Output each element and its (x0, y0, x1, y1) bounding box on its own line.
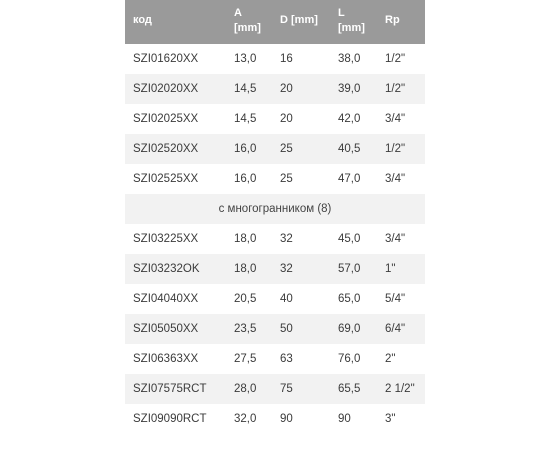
cell-rp: 5/4" (385, 293, 406, 305)
section-row (125, 194, 425, 224)
cell-rp: 3/4" (385, 113, 406, 125)
cell-a: 32,0 (234, 413, 257, 425)
table-row (125, 374, 425, 404)
cell-code: SZI09090RCT (133, 413, 207, 425)
table-row (125, 314, 425, 344)
cell-rp: 2" (385, 353, 396, 365)
cell-a: 28,0 (234, 383, 257, 395)
cell-code: SZI02025XX (133, 113, 199, 125)
cell-d: 25 (280, 173, 293, 185)
cell-l: 45,0 (338, 233, 361, 245)
cell-rp: 2 1/2" (385, 383, 415, 395)
cell-code: SZI01620XX (133, 53, 199, 65)
cell-rp: 6/4" (385, 323, 406, 335)
header-rp: Rp (385, 14, 400, 26)
cell-a: 18,0 (234, 233, 257, 245)
cell-d: 75 (280, 383, 293, 395)
header-l-unit: [mm] (338, 22, 365, 34)
cell-l: 90 (338, 413, 351, 425)
cell-l: 76,0 (338, 353, 361, 365)
table-row (125, 74, 425, 104)
table-row (125, 104, 425, 134)
cell-a: 23,5 (234, 323, 257, 335)
cell-d: 32 (280, 233, 293, 245)
cell-l: 65,0 (338, 293, 361, 305)
header-a (226, 0, 272, 44)
cell-code: SZI02525XX (133, 173, 199, 185)
header-l (330, 0, 377, 44)
product-spec-table (125, 0, 425, 434)
cell-l: 69,0 (338, 323, 361, 335)
cell-code: SZI02520XX (133, 143, 199, 155)
cell-l: 47,0 (338, 173, 361, 185)
cell-d: 20 (280, 83, 293, 95)
cell-d: 40 (280, 293, 293, 305)
cell-l: 38,0 (338, 53, 361, 65)
cell-d: 16 (280, 53, 293, 65)
table-header-row (125, 0, 425, 44)
cell-l: 42,0 (338, 113, 361, 125)
cell-rp: 1/2" (385, 83, 406, 95)
cell-a: 14,5 (234, 83, 257, 95)
cell-d: 63 (280, 353, 293, 365)
section-label: с многогранником (8) (218, 203, 332, 215)
cell-d: 50 (280, 323, 293, 335)
cell-rp: 1/2" (385, 53, 406, 65)
header-d: D [mm] (280, 14, 318, 26)
table-row (125, 344, 425, 374)
cell-l: 57,0 (338, 263, 361, 275)
cell-d: 32 (280, 263, 293, 275)
cell-a: 16,0 (234, 173, 257, 185)
table-row (125, 164, 425, 194)
cell-rp: 3/4" (385, 233, 406, 245)
cell-l: 65,5 (338, 383, 361, 395)
cell-code: SZI02020XX (133, 83, 199, 95)
header-a-label: A (234, 7, 242, 19)
table-row (125, 284, 425, 314)
cell-l: 40,5 (338, 143, 361, 155)
cell-rp: 3/4" (385, 173, 406, 185)
cell-d: 25 (280, 143, 293, 155)
cell-code: SZI03232OK (133, 263, 200, 275)
cell-d: 90 (280, 413, 293, 425)
cell-a: 16,0 (234, 143, 257, 155)
cell-rp: 3" (385, 413, 396, 425)
cell-l: 39,0 (338, 83, 361, 95)
header-code: код (133, 14, 152, 26)
header-a-unit: [mm] (234, 22, 261, 34)
cell-code: SZI07575RCT (133, 383, 207, 395)
product-spec-table-container (125, 0, 425, 450)
cell-a: 20,5 (234, 293, 257, 305)
cell-d: 20 (280, 113, 293, 125)
table-row (125, 224, 425, 254)
cell-code: SZI03225XX (133, 233, 199, 245)
table-row (125, 404, 425, 434)
table-row (125, 44, 425, 74)
cell-code: SZI04040XX (133, 293, 199, 305)
table-row (125, 134, 425, 164)
cell-rp: 1" (385, 263, 396, 275)
table-row (125, 254, 425, 284)
cell-a: 13,0 (234, 53, 257, 65)
cell-code: SZI05050XX (133, 323, 199, 335)
cell-a: 27,5 (234, 353, 257, 365)
header-l-label: L (338, 7, 345, 19)
cell-a: 14,5 (234, 113, 257, 125)
cell-code: SZI06363XX (133, 353, 199, 365)
cell-rp: 1/2" (385, 143, 406, 155)
cell-a: 18,0 (234, 263, 257, 275)
